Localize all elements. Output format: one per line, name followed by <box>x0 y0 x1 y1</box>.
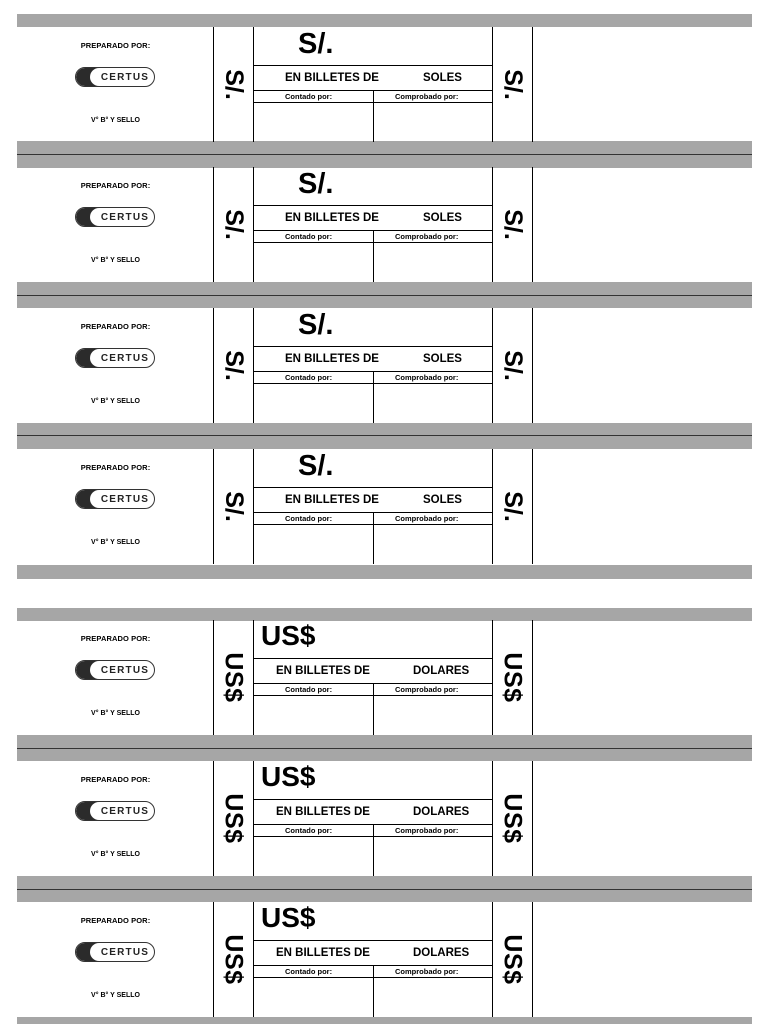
signature-divider <box>373 230 374 282</box>
row-divider <box>253 524 493 525</box>
separator-line <box>17 889 752 890</box>
currency-symbol: S/. <box>298 28 334 60</box>
certus-logo <box>75 348 155 368</box>
certus-logo <box>75 489 155 509</box>
row-divider <box>253 695 493 696</box>
separator-line <box>17 154 752 155</box>
signature-divider <box>373 824 374 876</box>
counted-by-label: Contado por: <box>285 514 333 523</box>
checked-by-label: Comprobado por: <box>395 514 459 523</box>
currency-name: SOLES <box>423 494 462 506</box>
bills-label: EN BILLETES DE <box>276 806 370 818</box>
certus-logo <box>75 942 155 962</box>
bills-label: EN BILLETES DE <box>285 494 379 506</box>
right-vertical-currency <box>493 449 531 564</box>
signature-divider <box>373 371 374 423</box>
right-vertical-symbol: S/. <box>498 69 527 100</box>
certus-logo <box>75 67 155 87</box>
approval-stamp-label: V° B° Y SELLO <box>91 710 140 717</box>
signature-divider <box>373 683 374 735</box>
separator-line <box>17 435 752 436</box>
logo-text: CERTUS <box>100 352 150 364</box>
counted-by-label: Contado por: <box>285 92 333 101</box>
counted-by-label: Contado por: <box>285 232 333 241</box>
currency-name: DOLARES <box>413 947 470 959</box>
currency-symbol: S/. <box>298 168 334 200</box>
right-vertical-currency <box>493 308 531 423</box>
separator-bar <box>17 282 752 295</box>
bills-label: EN BILLETES DE <box>276 665 370 677</box>
signature-divider <box>373 512 374 564</box>
left-vertical-symbol: US$ <box>219 652 248 703</box>
prepared-by-label: PREPARADO POR: <box>80 775 151 784</box>
certus-logo <box>75 207 155 227</box>
approval-stamp-label: V° B° Y SELLO <box>91 539 140 546</box>
certus-logo <box>75 660 155 680</box>
separator-bar <box>17 14 752 27</box>
left-vertical-currency <box>214 308 252 423</box>
row-divider <box>253 102 493 103</box>
separator-line <box>17 748 752 749</box>
column-divider <box>532 620 533 735</box>
left-vertical-currency <box>214 449 252 564</box>
column-divider <box>253 167 254 282</box>
left-vertical-currency <box>214 620 252 735</box>
right-vertical-currency <box>493 902 531 1017</box>
left-vertical-currency <box>214 902 252 1017</box>
cash-ticket <box>17 449 752 564</box>
row-divider <box>253 940 493 941</box>
logo-text: CERTUS <box>100 946 150 958</box>
logo-text: CERTUS <box>100 493 150 505</box>
left-vertical-symbol: S/. <box>219 350 248 381</box>
checked-by-label: Comprobado por: <box>395 685 459 694</box>
separator-bar <box>17 876 752 889</box>
left-vertical-symbol: S/. <box>219 69 248 100</box>
column-divider <box>253 620 254 735</box>
right-vertical-symbol: S/. <box>498 491 527 522</box>
separator-bar <box>17 436 752 449</box>
prepared-by-label: PREPARADO POR: <box>80 463 151 472</box>
logo-text: CERTUS <box>100 71 150 83</box>
bills-label: EN BILLETES DE <box>285 212 379 224</box>
column-divider <box>532 449 533 564</box>
prepared-by-label: PREPARADO POR: <box>80 41 151 50</box>
currency-name: SOLES <box>423 353 462 365</box>
prepared-section <box>17 902 214 1017</box>
currency-symbol: S/. <box>298 450 334 482</box>
row-divider <box>253 487 493 488</box>
cash-ticket <box>17 167 752 282</box>
separator-line <box>17 295 752 296</box>
left-vertical-currency <box>214 27 252 142</box>
column-divider <box>532 308 533 423</box>
separator-bar <box>17 141 752 154</box>
currency-name: DOLARES <box>413 665 470 677</box>
counted-by-label: Contado por: <box>285 826 333 835</box>
cash-ticket <box>17 27 752 142</box>
approval-stamp-label: V° B° Y SELLO <box>91 398 140 405</box>
cash-ticket <box>17 902 752 1017</box>
prepared-section <box>17 620 214 735</box>
prepared-section <box>17 308 214 423</box>
counted-by-label: Contado por: <box>285 685 333 694</box>
column-divider <box>532 167 533 282</box>
column-divider <box>532 27 533 142</box>
row-divider <box>253 346 493 347</box>
column-divider <box>532 902 533 1017</box>
approval-stamp-label: V° B° Y SELLO <box>91 992 140 999</box>
right-vertical-currency <box>493 761 531 876</box>
currency-symbol: US$ <box>261 902 316 933</box>
checked-by-label: Comprobado por: <box>395 373 459 382</box>
prepared-section <box>17 167 214 282</box>
counted-by-label: Contado por: <box>285 373 333 382</box>
row-divider <box>253 205 493 206</box>
cash-ticket <box>17 761 752 876</box>
bills-label: EN BILLETES DE <box>276 947 370 959</box>
row-divider <box>253 799 493 800</box>
logo-text: CERTUS <box>100 211 150 223</box>
separator-bar <box>17 1017 752 1024</box>
column-divider <box>532 761 533 876</box>
row-divider <box>253 977 493 978</box>
right-vertical-currency <box>493 167 531 282</box>
right-vertical-symbol: US$ <box>498 934 527 985</box>
logo-text: CERTUS <box>100 664 150 676</box>
left-vertical-symbol: US$ <box>219 934 248 985</box>
right-vertical-symbol: S/. <box>498 209 527 240</box>
right-vertical-currency <box>493 27 531 142</box>
right-vertical-symbol: US$ <box>498 652 527 703</box>
cash-ticket <box>17 308 752 423</box>
column-divider <box>253 902 254 1017</box>
prepared-by-label: PREPARADO POR: <box>80 181 151 190</box>
currency-symbol: S/. <box>298 309 334 341</box>
bills-label: EN BILLETES DE <box>285 72 379 84</box>
prepared-by-label: PREPARADO POR: <box>80 322 151 331</box>
left-vertical-currency <box>214 167 252 282</box>
left-vertical-currency <box>214 761 252 876</box>
approval-stamp-label: V° B° Y SELLO <box>91 257 140 264</box>
checked-by-label: Comprobado por: <box>395 826 459 835</box>
prepared-section <box>17 449 214 564</box>
left-vertical-symbol: S/. <box>219 491 248 522</box>
separator-bar <box>17 748 752 761</box>
right-vertical-symbol: US$ <box>498 793 527 844</box>
row-divider <box>253 658 493 659</box>
approval-stamp-label: V° B° Y SELLO <box>91 117 140 124</box>
checked-by-label: Comprobado por: <box>395 92 459 101</box>
counted-by-label: Contado por: <box>285 967 333 976</box>
separator-bar <box>17 889 752 902</box>
column-divider <box>253 308 254 423</box>
currency-name: DOLARES <box>413 806 470 818</box>
row-divider <box>253 242 493 243</box>
logo-text: CERTUS <box>100 805 150 817</box>
currency-symbol: US$ <box>261 761 316 792</box>
checked-by-label: Comprobado por: <box>395 232 459 241</box>
left-vertical-symbol: US$ <box>219 793 248 844</box>
currency-symbol: US$ <box>261 620 316 651</box>
row-divider <box>253 383 493 384</box>
currency-name: SOLES <box>423 212 462 224</box>
checked-by-label: Comprobado por: <box>395 967 459 976</box>
bills-label: EN BILLETES DE <box>285 353 379 365</box>
signature-divider <box>373 965 374 1017</box>
row-divider <box>253 836 493 837</box>
currency-name: SOLES <box>423 72 462 84</box>
signature-divider <box>373 90 374 142</box>
cash-ticket <box>17 620 752 735</box>
prepared-section <box>17 761 214 876</box>
certus-logo <box>75 801 155 821</box>
separator-bar <box>17 735 752 748</box>
separator-bar <box>17 295 752 308</box>
column-divider <box>253 27 254 142</box>
separator-bar <box>17 565 752 579</box>
row-divider <box>253 65 493 66</box>
prepared-by-label: PREPARADO POR: <box>80 916 151 925</box>
column-divider <box>253 449 254 564</box>
left-vertical-symbol: S/. <box>219 209 248 240</box>
approval-stamp-label: V° B° Y SELLO <box>91 851 140 858</box>
column-divider <box>253 761 254 876</box>
prepared-section <box>17 27 214 142</box>
right-vertical-currency <box>493 620 531 735</box>
right-vertical-symbol: S/. <box>498 350 527 381</box>
prepared-by-label: PREPARADO POR: <box>80 634 151 643</box>
